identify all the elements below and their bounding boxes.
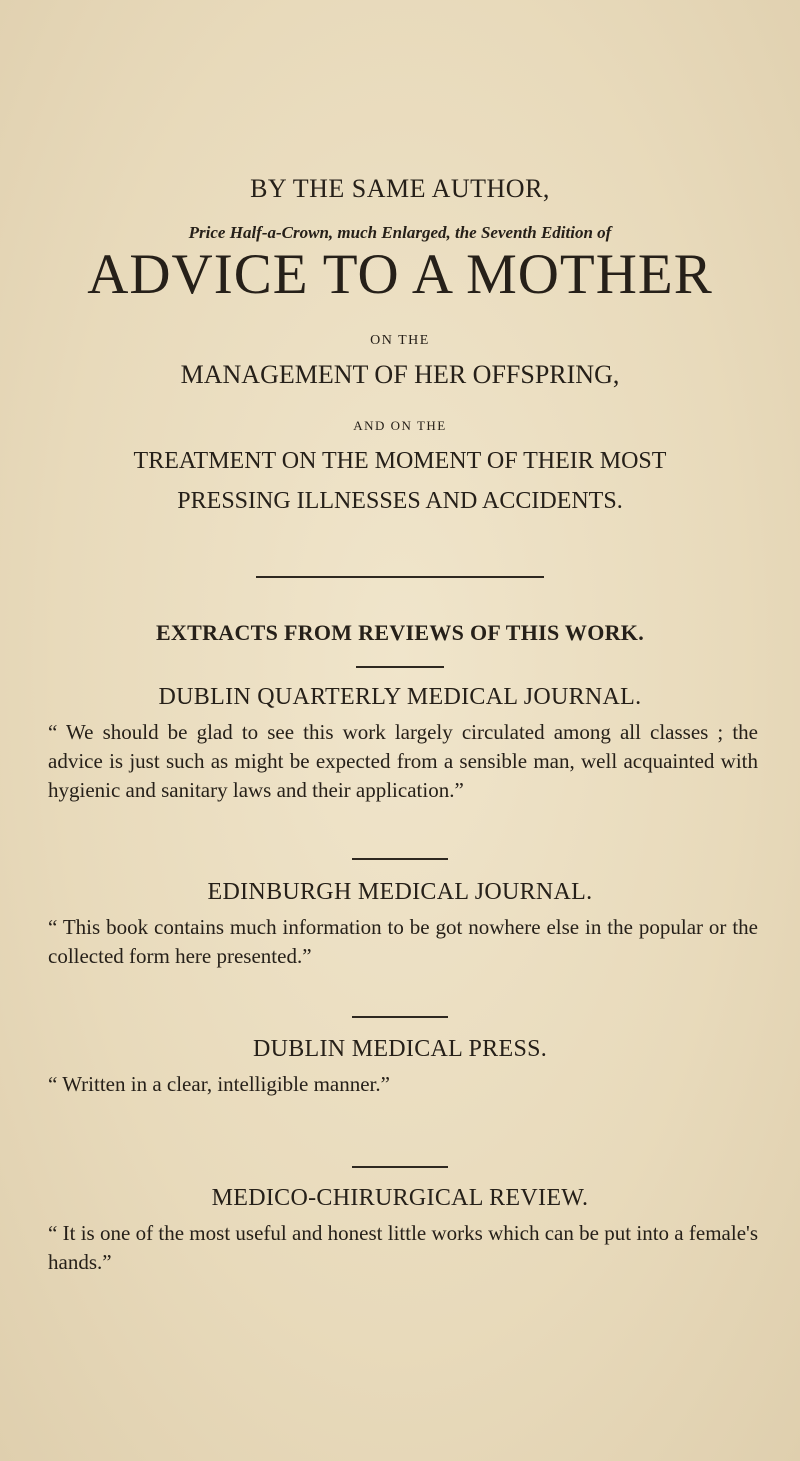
review-source: MEDICO-CHIRURGICAL REVIEW. [211, 1185, 589, 1211]
review-source: DUBLIN MEDICAL PRESS. [252, 1036, 548, 1062]
section-divider [256, 576, 544, 578]
review-source: EDINBURGH MEDICAL JOURNAL. [207, 879, 593, 905]
review-quote: “ It is one of the most useful and honest little works which can be put into a female's hands.” [48, 1221, 758, 1274]
review-source: DUBLIN QUARTERLY MEDICAL JOURNAL. [158, 684, 642, 710]
and-on-the-connector: AND ON THE [353, 418, 447, 433]
review-quote: “ This book contains much information to be got nowhere else in the popular or the collected form here presented.” [48, 915, 758, 968]
subtitle-line-2: TREATMENT ON THE MOMENT OF THEIR MOST [133, 448, 667, 474]
subtitle-line-3: PRESSING ILLNESSES AND ACCIDENTS. [177, 488, 623, 514]
subtitle-line-1: MANAGEMENT OF HER OFFSPRING, [180, 360, 620, 389]
review-quote: “ Written in a clear, intelligible manner.” [48, 1072, 390, 1096]
price-edition-line: Price Half-a-Crown, much Enlarged, the Seventh Edition of [188, 223, 612, 242]
book-title: ADVICE TO A MOTHER [87, 243, 713, 306]
on-the-connector: ON THE [370, 333, 430, 348]
review-divider [352, 1166, 448, 1168]
review-divider [356, 666, 444, 668]
review-quote: “ We should be glad to see this work largely circulated among all classes ; the advice is just such as might be expected from a sensible man, well acquainted with hygienic and sanitary laws and their application.” [48, 720, 758, 802]
review-divider [352, 858, 448, 860]
review-divider [352, 1016, 448, 1018]
extracts-heading: EXTRACTS FROM REVIEWS OF THIS WORK. [155, 620, 645, 645]
by-same-author-heading: BY THE SAME AUTHOR, [250, 174, 550, 203]
